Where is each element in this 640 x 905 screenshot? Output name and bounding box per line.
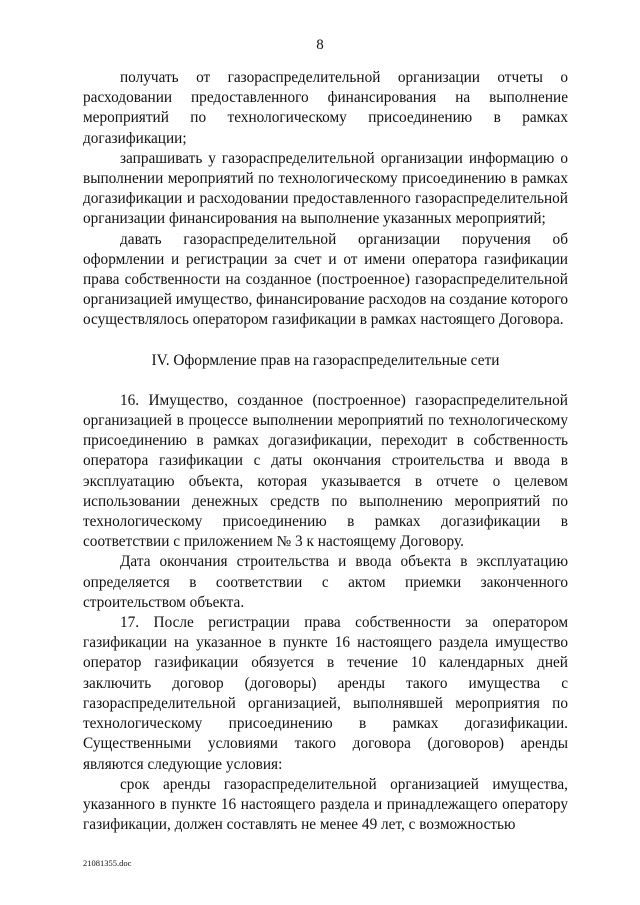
section-heading: IV. Оформление прав на газораспределительные сети: [151, 351, 500, 369]
paragraph-clause-16: 16. Имущество, созданное (построенное) газораспределительной организацией в процессе выполнении мероприятий по технологическому присоединению в рамках догазификации, переходит в собственность оператора газификации с даты окончания строительства и ввода в эксплуатацию объекта, которая указывается в отчете о целевом использовании денежных средств по выполнению мероприятий по технологическому присоединению в рамках догазификации в соответствии с приложением № 3 к настоящему Договору.: [83, 391, 568, 551]
paragraph-give-instructions: давать газораспределительной организации поручения об оформлении и регистрации за счет и от имени оператора газификации права собственности на созданное (построенное) газораспределительной организацией имущество, финансирование расходов на создание которого осуществлялось оператором газификации в рамках настоящего Договора.: [83, 230, 568, 329]
document-body: [83, 68, 568, 835]
paragraph-receive-reports: получать от газораспределительной организации отчеты о расходовании предоставленного финансирования на выполнение мероприятий по технологическому присоединению в рамках догазификации;: [83, 69, 568, 147]
paragraph-clause-17: 17. После регистрации права собственности за оператором газификации на указанное в пункте 16 настоящего раздела имущество оператор газификации обязуется в течение 10 календарных дней заключить договор (договоры) аренды такого имущества с газораспределительной организацией, выполнявшей мероприятия по технологическому присоединению в рамках догазификации. Существенными условиями такого договора (договоров) аренды являются следующие условия:: [83, 614, 568, 773]
page-number: 8: [316, 37, 324, 53]
paragraph-request-info: запрашивать у газораспределительной организации информацию о выполнении мероприятий по технологическому присоединению в рамках догазификации и расходовании предоставленного газораспределительной организации финансирования на выполнение указанных мероприятий;: [83, 149, 568, 228]
file-name-footer: 21081355.doc: [83, 858, 132, 868]
paragraph-completion-date: Дата окончания строительства и ввода объекта в эксплуатацию определяется в соответствии с актом приемки законченного строительством объекта.: [83, 553, 568, 611]
paragraph-lease-term: срок аренды газораспределительной организацией имущества, указанного в пункте 16 настоящего раздела и принадлежащего оператору газификации, должен составлять не менее 49 лет, с возможностью: [83, 775, 568, 834]
